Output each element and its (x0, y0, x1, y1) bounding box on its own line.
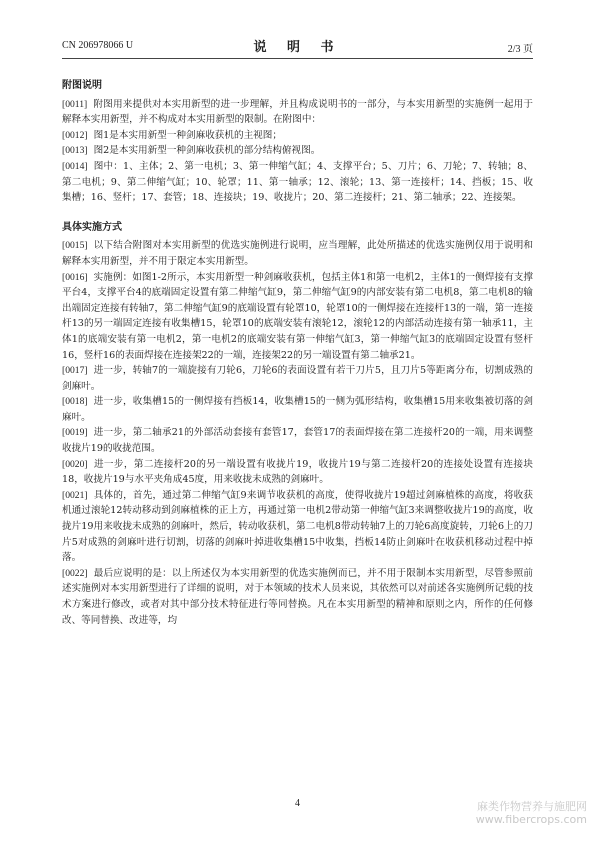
paragraph-number: [0020] (62, 458, 88, 470)
watermark-site-name: 麻类作物营养与施肥网 (477, 800, 587, 813)
paragraph-text: 附图用来提供对本实用新型的进一步理解，并且构成说明书的一部分，与本实用新型的实施例一起用于解释本实用新型，并不构成对本实用新型的限制。在附图中： (62, 98, 533, 126)
document-body (62, 78, 533, 628)
paragraph (62, 394, 533, 425)
patent-number: CN 206978066 U (62, 40, 134, 51)
section-title: 具体实施方式 (62, 221, 122, 233)
section-title: 附图说明 (62, 80, 102, 91)
watermark (476, 800, 587, 826)
paragraph-number: [0019] (62, 427, 88, 439)
paragraph-number: [0013] (62, 145, 88, 157)
paragraph (62, 159, 533, 206)
paragraph-text: 图1是本实用新型一种剑麻收获机的主视图； (93, 129, 282, 141)
paragraph-text: 进一步，第二轴承21的外部活动套接有套管17，套管17的表面焊接在第二连接杆20的一端，用来调整收拢片19的收拢范围。 (62, 427, 533, 455)
paragraph-number: [0015] (62, 240, 88, 252)
page-number: 4 (295, 798, 300, 809)
paragraph-number: [0012] (62, 129, 88, 141)
paragraph (62, 425, 533, 456)
paragraph-number: [0017] (62, 365, 88, 377)
paragraph-text: 以下结合附图对本实用新型的优选实施例进行说明，应当理解，此处所描述的优选实施例仅用于说明和解释本实用新型，并不用于限定本实用新型。 (62, 240, 533, 267)
document-title: 说 明 书 (253, 40, 342, 55)
paragraph-text: 进一步，收集槽15的一侧焊接有挡板14，收集槽15的一侧为弧形结构，收集槽15用来收集被切落的剑麻叶。 (62, 396, 533, 423)
paragraph-number: [0022] (62, 567, 88, 579)
watermark-url: www.fibercrops.com (475, 813, 587, 826)
page-indicator: 2/3 页 (507, 44, 533, 55)
paragraph-text: 图中：1、主体；2、第一电机；3、第一伸缩气缸；4、支撑平台；5、刀片；6、刀轮；7、转轴；8、第二电机；9、第二伸缩气缸；10、轮罩；11、第一轴承；12、滚轮；13、第一连接杆；14、挡板；15、收集槽；16、竖杆；17、套管；18、连接块；19、收拢片；20、第二连接杆；21、第二轴承；22、连接架。 (62, 160, 533, 204)
paragraph (62, 488, 533, 566)
paragraph-number: [0016] (62, 271, 88, 283)
paragraph (62, 143, 533, 159)
paragraph-number: [0018] (62, 396, 88, 408)
paragraph-number: [0011] (62, 98, 88, 110)
paragraph-text: 进一步，第二连接杆20的另一端设置有收拢片19，收拢片19与第二连接杆20的连接处设置有连接块18，收拢片19与水平夹角成45度，用来收拢未成熟的剑麻叶。 (62, 458, 533, 486)
paragraph (62, 97, 533, 128)
paragraph (62, 128, 533, 144)
paragraph (62, 566, 533, 628)
paragraph (62, 238, 533, 269)
paragraph-number: [0021] (62, 489, 88, 501)
paragraph-text: 进一步，转轴7的一端旋接有刀轮6，刀轮6的表面设置有若干刀片5，且刀片5等距离分布，切割成熟的剑麻叶。 (62, 365, 533, 392)
paragraph (62, 457, 533, 488)
paragraph (62, 363, 533, 394)
paragraph-number: [0014] (62, 160, 88, 172)
paragraph-text: 最后应说明的是：以上所述仅为本实用新型的优选实施例而已，并不用于限制本实用新型，尽管参照前述实施例对本实用新型进行了详细的说明，对于本领域的技术人员来说，其依然可以对前述各实施例所记载的技术方案进行修改，或者对其中部分技术特征进行等同替换。凡在本实用新型的精神和原则之内，所作的任何修改、等同替换、改进等，均 (62, 567, 533, 626)
paragraph-text: 具体的，首先，通过第二伸缩气缸9来调节收获机的高度，使得收拢片19超过剑麻植株的高度，将收获机通过滚轮12转动移动到剑麻植株的正上方，再通过第一电机2带动第一伸缩气缸3来调整收拢片19的高度，收拢片19用来收拢未成熟的剑麻叶，然后，转动收获机，第二电机8带动转轴7上的刀轮6高度旋转，刀轮6上的刀片5对成熟的剑麻叶进行切割，切落的剑麻叶掉进收集槽15中收集，挡板14防止剑麻叶在收获机移动过程中掉落。 (62, 489, 533, 564)
paragraph-text: 图2是本实用新型一种剑麻收获机的部分结构俯视图。 (93, 145, 321, 157)
header-divider (62, 58, 533, 59)
paragraph-text: 实施例：如图1-2所示，本实用新型一种剑麻收获机，包括主体1和第一电机2，主体1的一侧焊接有支撑平台4，支撑平台4的底端固定设置有第二伸缩气缸9，第二伸缩气缸9的内部安装有第二电机8，第二电机8的输出端固定连接有转轴7，第二伸缩气缸9的底端设置有轮罩10，轮罩10的一侧焊接在连接杆13的一端，第一连接杆13的另一端固定连接有收集槽15，轮罩10的底端安装有滚轮12，滚轮12的内部活动连接有第一轴承11，主体1的底端安装有第一电机2，第一电机2的底端安装有第一伸缩气缸3，第一伸缩气缸3的底端固定设置有竖杆16，竖杆16的表面焊接在连接架22的一端，连接架22的另一端设置有第二轴承21。 (62, 271, 533, 361)
page-header (62, 36, 533, 58)
paragraph (62, 270, 533, 364)
